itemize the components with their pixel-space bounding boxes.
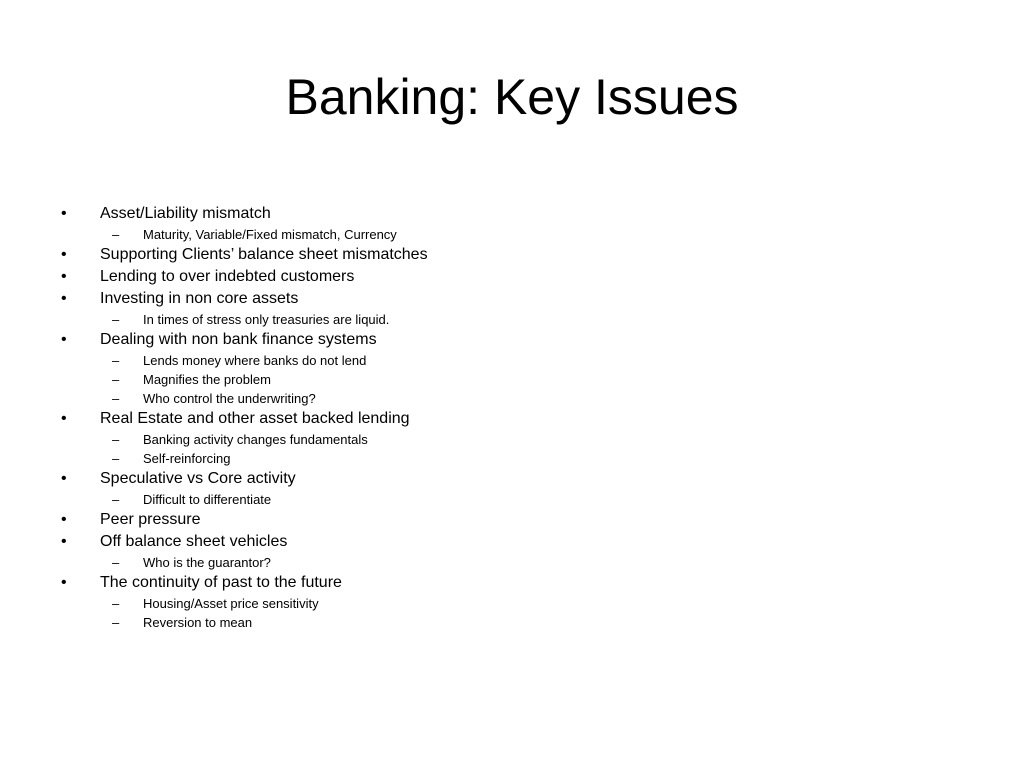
sub-bullet-item — [98, 352, 958, 369]
sub-bullet-item — [98, 554, 958, 571]
dash-marker: – — [112, 555, 120, 570]
sub-bullet-list — [100, 311, 958, 328]
bullet-text: Dealing with non bank finance systems — [100, 331, 377, 348]
sub-bullet-item — [98, 595, 958, 612]
dash-marker: – — [112, 432, 120, 447]
bullet-item — [58, 469, 958, 508]
sub-bullet-item — [98, 450, 958, 467]
sub-bullet-text: Who control the underwriting? — [143, 391, 316, 406]
bullet-marker: • — [61, 533, 67, 550]
sub-bullet-list — [100, 352, 958, 407]
slide-title: Banking: Key Issues — [285, 69, 739, 125]
dash-marker: – — [112, 492, 120, 507]
sub-bullet-text: Magnifies the problem — [143, 372, 271, 387]
bullet-text: Speculative vs Core activity — [100, 470, 296, 487]
dash-marker: – — [112, 596, 120, 611]
sub-bullet-item — [98, 491, 958, 508]
bullet-item — [58, 510, 958, 530]
sub-bullet-text: Banking activity changes fundamentals — [143, 432, 368, 447]
bullet-item — [58, 573, 958, 631]
dash-marker: – — [112, 353, 120, 368]
bullet-text: Off balance sheet vehicles — [100, 533, 288, 550]
bullet-text: Asset/Liability mismatch — [100, 205, 271, 222]
bullet-marker: • — [61, 205, 67, 222]
bullet-item — [58, 289, 958, 328]
sub-bullet-list — [100, 595, 958, 631]
dash-marker: – — [112, 312, 120, 327]
bullet-marker: • — [61, 246, 67, 263]
sub-bullet-text: Lends money where banks do not lend — [143, 353, 367, 368]
sub-bullet-item — [98, 390, 958, 407]
sub-bullet-text: In times of stress only treasuries are liquid. — [143, 312, 390, 327]
sub-bullet-list — [100, 226, 958, 243]
bullet-text: Investing in non core assets — [100, 290, 299, 307]
sub-bullet-item — [98, 371, 958, 388]
bullet-marker: • — [61, 410, 67, 427]
sub-bullet-item — [98, 226, 958, 243]
dash-marker: – — [112, 391, 120, 406]
sub-bullet-text: Difficult to differentiate — [143, 492, 272, 507]
sub-bullet-text: Housing/Asset price sensitivity — [143, 596, 319, 611]
bullet-item — [58, 409, 958, 467]
bullet-text: Peer pressure — [100, 511, 201, 528]
dash-marker: – — [112, 615, 120, 630]
sub-bullet-text: Maturity, Variable/Fixed mismatch, Currency — [143, 227, 397, 242]
bullet-item — [58, 245, 958, 265]
bullet-item — [58, 330, 958, 407]
dash-marker: – — [112, 372, 120, 387]
sub-bullet-item — [98, 431, 958, 448]
bullet-marker: • — [61, 470, 67, 487]
sub-bullet-item — [98, 614, 958, 631]
sub-bullet-item — [98, 311, 958, 328]
bullet-item — [58, 267, 958, 287]
bullet-text: Real Estate and other asset backed lending — [100, 410, 410, 427]
bullet-text: Supporting Clients’ balance sheet mismatches — [100, 246, 428, 263]
sub-bullet-text: Reversion to mean — [143, 615, 253, 630]
bullet-item — [58, 204, 958, 243]
dash-marker: – — [112, 227, 120, 242]
sub-bullet-list — [100, 491, 958, 508]
bullet-list — [58, 204, 958, 631]
bullet-marker: • — [61, 290, 67, 307]
sub-bullet-list — [100, 554, 958, 571]
sub-bullet-list — [100, 431, 958, 467]
sub-bullet-text: Self-reinforcing — [143, 451, 231, 466]
bullet-text: Lending to over indebted customers — [100, 268, 355, 285]
bullet-marker: • — [61, 268, 67, 285]
bullet-marker: • — [61, 511, 67, 528]
bullet-marker: • — [61, 331, 67, 348]
bullet-text: The continuity of past to the future — [100, 574, 342, 591]
dash-marker: – — [112, 451, 120, 466]
sub-bullet-text: Who is the guarantor? — [143, 555, 271, 570]
bullet-marker: • — [61, 574, 67, 591]
bullet-item — [58, 532, 958, 571]
